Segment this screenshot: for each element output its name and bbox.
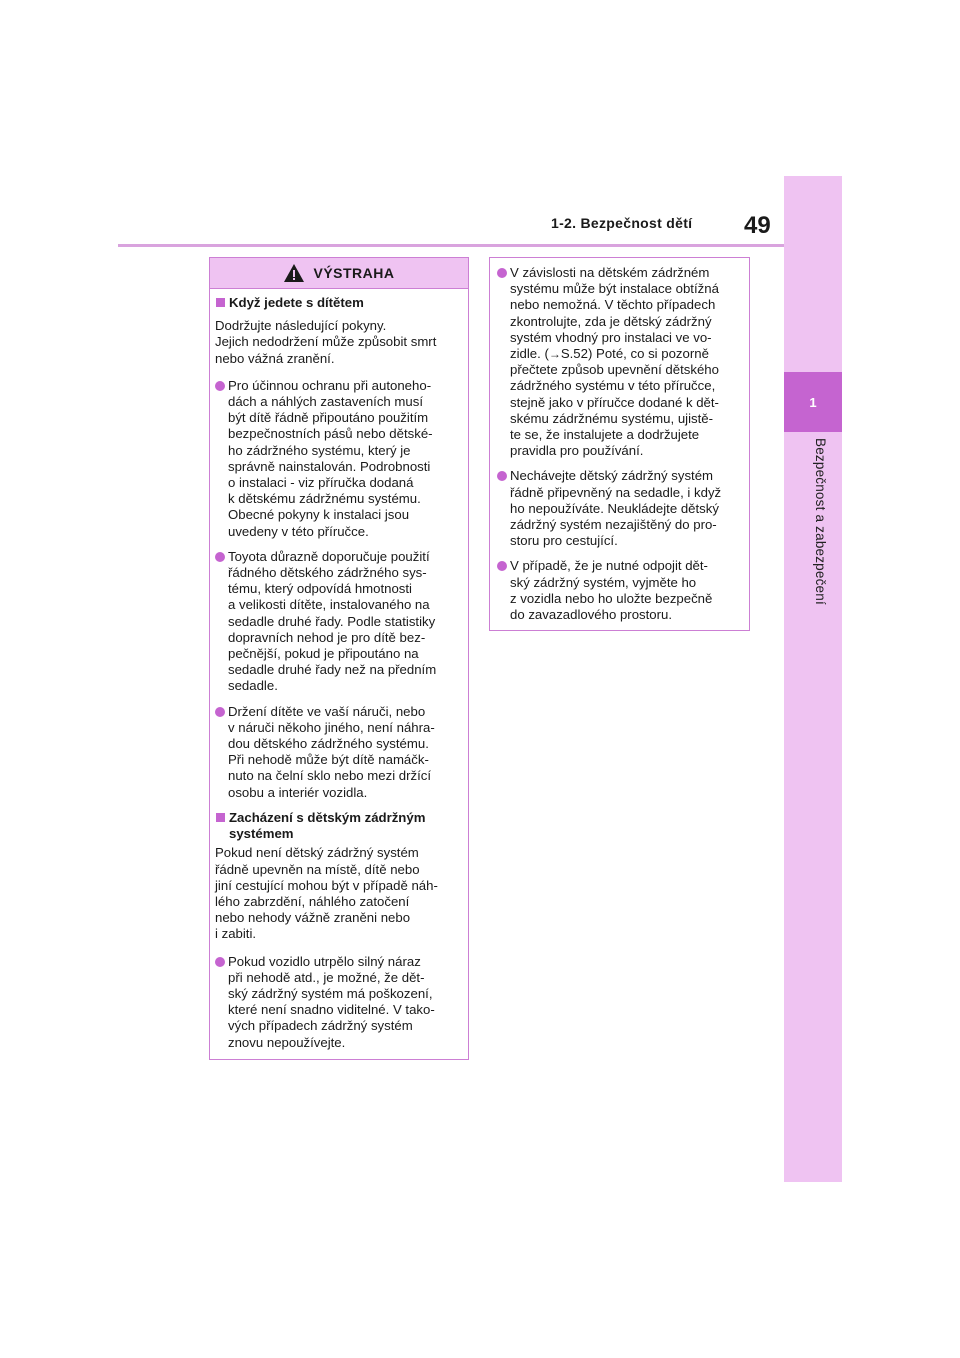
square-bullet-icon [216, 813, 225, 822]
bullet-dot-icon [215, 552, 225, 562]
bullet-dot-icon [497, 268, 507, 278]
chapter-side-tab [784, 176, 842, 1182]
square-bullet-icon [216, 298, 225, 307]
list-item: Držení dítěte ve vaší náruči, nebo v náruči někoho jiného, není náhra- dou dětského zádržného systému. Při nehodě může být dítě namáčk- nuto na čelní sklo nebo mezi držící osobu a interiér vozidla. [215, 704, 460, 801]
chapter-number-tab[interactable]: 1 [784, 372, 842, 432]
bullet-dot-icon [497, 561, 507, 571]
bullet-dot-icon [215, 707, 225, 717]
list-item: Pokud vozidlo utrpělo silný náraz při nehodě atd., je možné, že dět- ský zádržný systém má poškození, které není snadno viditelné. V tako- vých případech zádržný systém znovu nepoužívejte. [215, 954, 460, 1051]
section-title: 1-2. Bezpečnost dětí [551, 215, 693, 231]
subheading-with-child: Když jedete s dítětem [215, 295, 460, 311]
bullet-dot-icon [497, 471, 507, 481]
subheading-child-restraint-handling: Zacházení s dětským zádržným systémem [215, 810, 460, 842]
bullet-dot-icon [215, 381, 225, 391]
chapter-label: Bezpečnost a zabezpečení [813, 438, 828, 605]
warning-box [209, 257, 469, 1060]
warning-triangle-icon [283, 263, 305, 283]
arrow-right-icon: → [548, 347, 561, 362]
list-item: Nechávejte dětský zádržný systém řádně připevněný na sedadle, i když ho nepoužíváte. Neukládejte dětský zádržný systém nezajištěný do pro- storu pro cestující. [497, 468, 741, 549]
intro-paragraph: Dodržujte následující pokyny. Jejich nedodržení může způsobit smrt nebo vážná zranění. [215, 318, 437, 366]
list-item: Toyota důrazně doporučuje použití řádného dětského zádržného sys- tému, který odpovídá hmotnosti a velikosti dítěte, instalovaného na sedadle druhé řady. Podle statistiky dopravních nehod je pro dítě bez- pečnější, pokud je připoutáno na sedadle druhé řady než na předním sedadle. [215, 549, 460, 695]
warning-title: VÝSTRAHA [313, 265, 395, 281]
list-item: V případě, že je nutné odpojit dět- ský zádržný systém, vyjměte ho z vozidla nebo ho uložte bezpečně do zavazadlového prostoru. [497, 558, 741, 623]
bullet-dot-icon [215, 957, 225, 967]
intro-paragraph: Pokud není dětský zádržný systém řádně upevněn na místě, dítě nebo jiní cestující mohou být v případě náh- lého zabrzdění, náhlého zatočení nebo nehody vážně zraněni nebo i zabiti. [215, 845, 438, 942]
warning-header [210, 258, 468, 289]
header-divider [118, 244, 784, 247]
list-item: V závislosti na dětském zádržném systému může být instalace obtížná nebo nemožná. V těchto případech zkontrolujte, zda je dětský zádržný systém vhodný pro instalaci ve vo- zidle. (→S.52) Poté, co si pozorně přečtete způsob upevnění dětského zádržného systému v této příručce, stejně jako v příručce dodané k dět- skému zádržnému systému, ujistě- te se, že instalujete a dodržujete pravidla pro používání. [497, 265, 741, 459]
warning-continuation-box [489, 257, 750, 631]
list-item: Pro účinnou ochranu při autoneho- dách a náhlých zastaveních musí být dítě řádně připoutáno použitím bezpečnostních pásů nebo dětské- ho zádržného systému, který je správně nainstalován. Podrobnosti o instalaci - viz příručka dodaná k dětskému zádržnému systému. Obecné pokyny k instalaci jsou uvedeny v této příručce. [215, 378, 460, 540]
page-number: 49 [744, 212, 771, 239]
